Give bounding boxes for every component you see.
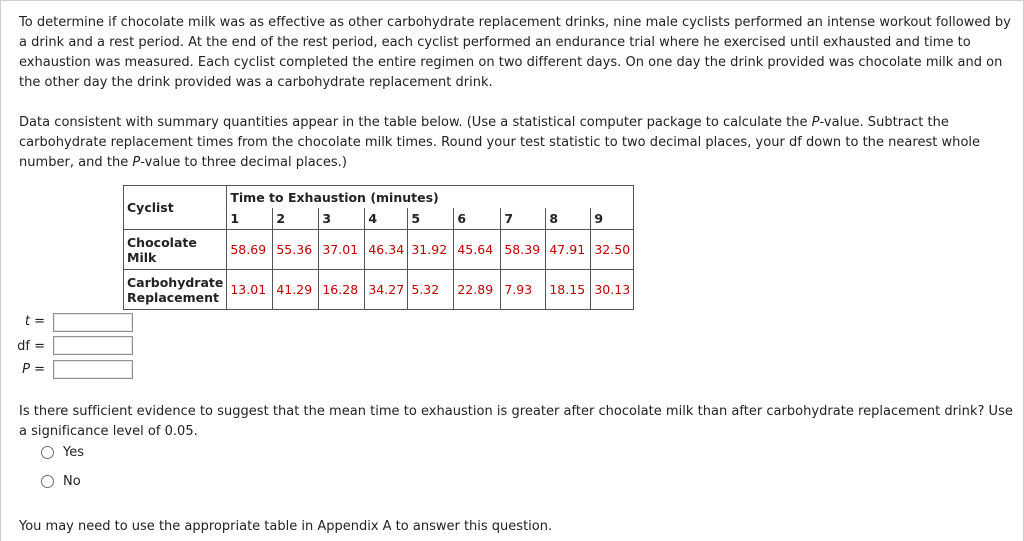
chocolate-milk-value: 58.69 xyxy=(227,230,273,270)
carb-replacement-value: 30.13 xyxy=(591,270,634,310)
column-number: 4 xyxy=(365,208,408,230)
problem-instructions xyxy=(19,113,1019,173)
chocolate-milk-value: 55.36 xyxy=(273,230,319,270)
time-header: Time to Exhaustion (minutes) xyxy=(227,186,634,208)
t-label-text: t = xyxy=(24,314,45,329)
data-table xyxy=(123,185,634,310)
carb-replacement-value: 13.01 xyxy=(227,270,273,310)
df-input[interactable] xyxy=(53,336,133,355)
column-number: 8 xyxy=(546,208,591,230)
appendix-note: You may need to use the appropriate table in Appendix A to answer this question. xyxy=(19,519,553,534)
p-label-text: P = xyxy=(22,362,45,377)
radio-circle-icon[interactable] xyxy=(41,446,54,459)
t-statistic-input[interactable] xyxy=(53,313,133,332)
carb-replacement-value: 34.27 xyxy=(365,270,408,310)
df-label: df = xyxy=(17,339,45,354)
instructions-text: -value to three decimal places.) xyxy=(140,155,347,170)
column-number: 6 xyxy=(454,208,501,230)
column-number: 2 xyxy=(273,208,319,230)
radio-circle-icon[interactable] xyxy=(41,475,54,488)
p-label xyxy=(22,362,45,377)
p-symbol: P xyxy=(811,115,820,130)
instructions-text: -value. Subtract the carbohydrate replacement times from the chocolate milk times. Round your test statistic to two decimal places, your df down to the nearest whole number, and the xyxy=(19,115,981,170)
hypothesis-question: Is there sufficient evidence to suggest that the mean time to exhaustion is greater after chocolate milk than after carbohydrate replacement drink? Use a significance level of 0.05. xyxy=(19,404,1013,439)
chocolate-milk-value: 47.91 xyxy=(546,230,591,270)
chocolate-milk-value: 37.01 xyxy=(319,230,365,270)
carb-replacement-value: 5.32 xyxy=(408,270,454,310)
problem-intro: To determine if chocolate milk was as effective as other carbohydrate replacement drinks, nine male cyclists performed an intense workout followed by a drink and a rest period. At the end of the rest period, each cyclist performed an endurance trial where he exercised until exhausted and time to exhaustion was measured. Each cyclist completed the entire regimen on two different days. On one day the drink provided was chocolate milk and on the other day the drink provided was a carbohydrate replacement drink. xyxy=(19,15,1011,90)
row-label-chocolate-milk xyxy=(124,230,227,270)
p-symbol: P xyxy=(132,155,141,170)
option-yes[interactable] xyxy=(41,445,84,460)
row-label-line: Chocolate xyxy=(127,234,197,250)
column-number: 9 xyxy=(591,208,634,230)
column-number: 5 xyxy=(408,208,454,230)
option-yes-label: Yes xyxy=(63,445,84,460)
chocolate-milk-value: 31.92 xyxy=(408,230,454,270)
cyclist-header: Cyclist xyxy=(124,186,227,230)
chocolate-milk-value: 46.34 xyxy=(365,230,408,270)
column-number: 3 xyxy=(319,208,365,230)
carb-replacement-value: 41.29 xyxy=(273,270,319,310)
chocolate-milk-value: 58.39 xyxy=(501,230,546,270)
chocolate-milk-value: 45.64 xyxy=(454,230,501,270)
row-label-line: Milk xyxy=(127,249,157,265)
column-number: 1 xyxy=(227,208,273,230)
row-label-line: Replacement xyxy=(127,289,220,305)
row-label-line: Carbohydrate xyxy=(127,274,224,290)
column-number: 7 xyxy=(501,208,546,230)
p-value-input[interactable] xyxy=(53,360,133,379)
row-label-carbohydrate-replacement xyxy=(124,270,227,310)
t-label xyxy=(25,314,45,329)
option-no-label: No xyxy=(63,474,81,489)
option-no[interactable] xyxy=(41,474,81,489)
carb-replacement-value: 16.28 xyxy=(319,270,365,310)
chocolate-milk-value: 32.50 xyxy=(591,230,634,270)
carb-replacement-value: 18.15 xyxy=(546,270,591,310)
instructions-text: Data consistent with summary quantities appear in the table below. (Use a statistical computer package to calculate the xyxy=(19,115,812,130)
carb-replacement-value: 7.93 xyxy=(501,270,546,310)
carb-replacement-value: 22.89 xyxy=(454,270,501,310)
